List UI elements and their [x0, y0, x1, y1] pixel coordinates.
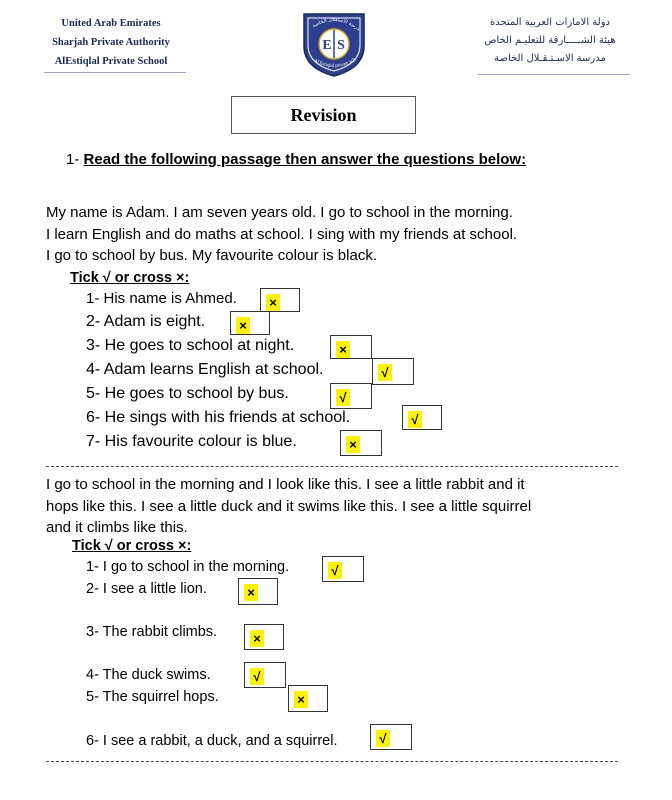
section-divider [46, 466, 618, 467]
passage-2-line: I go to school in the morning and I look like this. I see a little rabbit and it [46, 476, 525, 493]
answer-box[interactable] [340, 430, 382, 456]
tick-mark: √ [378, 364, 392, 381]
cross-mark: × [244, 584, 258, 601]
instruction-number: 1- [66, 151, 80, 168]
logo-letter-e: E [322, 38, 332, 53]
passage-1-line: I go to school by bus. My favourite colour is black. [46, 247, 377, 264]
answer-box[interactable] [260, 288, 300, 312]
tick-mark: √ [408, 411, 422, 428]
answer-box[interactable] [370, 724, 412, 750]
passage-1 [46, 202, 517, 267]
page-title: Revision [290, 104, 357, 125]
header-line-country: United Arab Emirates [61, 18, 161, 29]
statement-item: 4- Adam learns English at school. [86, 361, 324, 378]
statement-item: 2- Adam is eight. [86, 313, 206, 330]
answer-box[interactable] [372, 358, 414, 385]
statement-item: 6- He sings with his friends at school. [86, 409, 351, 426]
passage-1-line: I learn English and do maths at school. I sing with my friends at school. [46, 225, 518, 243]
school-logo [298, 8, 370, 78]
tick-mark: √ [376, 730, 390, 747]
logo-bottom-text: Al Estiqlal private sch [312, 57, 357, 70]
statement-item: 3- He goes to school at night. [86, 337, 295, 354]
header-line-country-ar: دولة الامارات العربية المتحدة [489, 17, 611, 28]
statement-item: 5- He goes to school by bus. [86, 385, 289, 402]
answer-box[interactable] [402, 405, 442, 430]
answer-box[interactable] [238, 578, 278, 605]
answer-box[interactable] [244, 624, 284, 650]
answer-box[interactable] [244, 662, 286, 688]
cross-mark: × [266, 294, 280, 311]
cross-mark: × [250, 630, 264, 647]
passage-2-line: hops like this. I see a little duck and it swims like this. I see a little squirrel [46, 497, 532, 515]
header-rule-right [478, 74, 630, 75]
tick-mark: √ [328, 562, 342, 579]
instruction [66, 151, 526, 168]
answer-box[interactable] [330, 335, 372, 359]
passage-2-line: and it climbs like this. [46, 519, 188, 536]
answer-box[interactable] [230, 311, 270, 335]
statement-item: 2- I see a little lion. [86, 581, 207, 597]
answer-box[interactable] [288, 685, 328, 712]
statement-item: 7- His favourite colour is blue. [86, 433, 297, 450]
header-line-authority-ar: هيئة الشـــــارقة للتعليـم الخاص [484, 35, 616, 46]
instruction-text: Read the following passage then answer the questions below: [83, 151, 527, 168]
answer-box[interactable] [322, 556, 364, 582]
statement-item: 5- The squirrel hops. [86, 689, 219, 705]
school-name-arabic [470, 14, 630, 68]
header-line-school: AlEstiqlal Private School [54, 56, 168, 67]
header-line-authority: Sharjah Private Authority [52, 37, 170, 48]
statement-item: 1- I go to school in the morning. [86, 559, 290, 575]
tick-mark: √ [336, 389, 350, 406]
cross-mark: × [346, 436, 360, 453]
statement-item: 1- His name is Ahmed. [86, 290, 237, 307]
tick-mark: √ [250, 668, 264, 685]
header-rule-left [44, 72, 186, 73]
header-line-school-ar: مدرسة الاسـتـقـلال الخاصة [494, 53, 606, 64]
statement-item: 4- The duck swims. [86, 667, 211, 683]
page-title-box [231, 96, 416, 134]
section-divider [46, 761, 618, 762]
tick-heading-2: Tick √ or cross ×: [72, 538, 192, 554]
logo-top-text: درسة الاستقلال الخاصة [311, 16, 362, 33]
logo-letter-s: S [337, 38, 345, 53]
statement-item: 6- I see a rabbit, a duck, and a squirrel. [86, 733, 338, 749]
tick-heading-1: Tick √ or cross ×: [70, 270, 190, 286]
cross-mark: × [236, 317, 250, 334]
cross-mark: × [294, 691, 308, 708]
statement-item: 3- The rabbit climbs. [86, 624, 218, 640]
passage-1-line: My name is Adam. I am seven years old. I go to school in the morning. [46, 204, 513, 221]
school-name-english [36, 14, 186, 71]
cross-mark: × [336, 341, 350, 358]
answer-box[interactable] [330, 383, 372, 409]
passage-2 [46, 474, 531, 539]
